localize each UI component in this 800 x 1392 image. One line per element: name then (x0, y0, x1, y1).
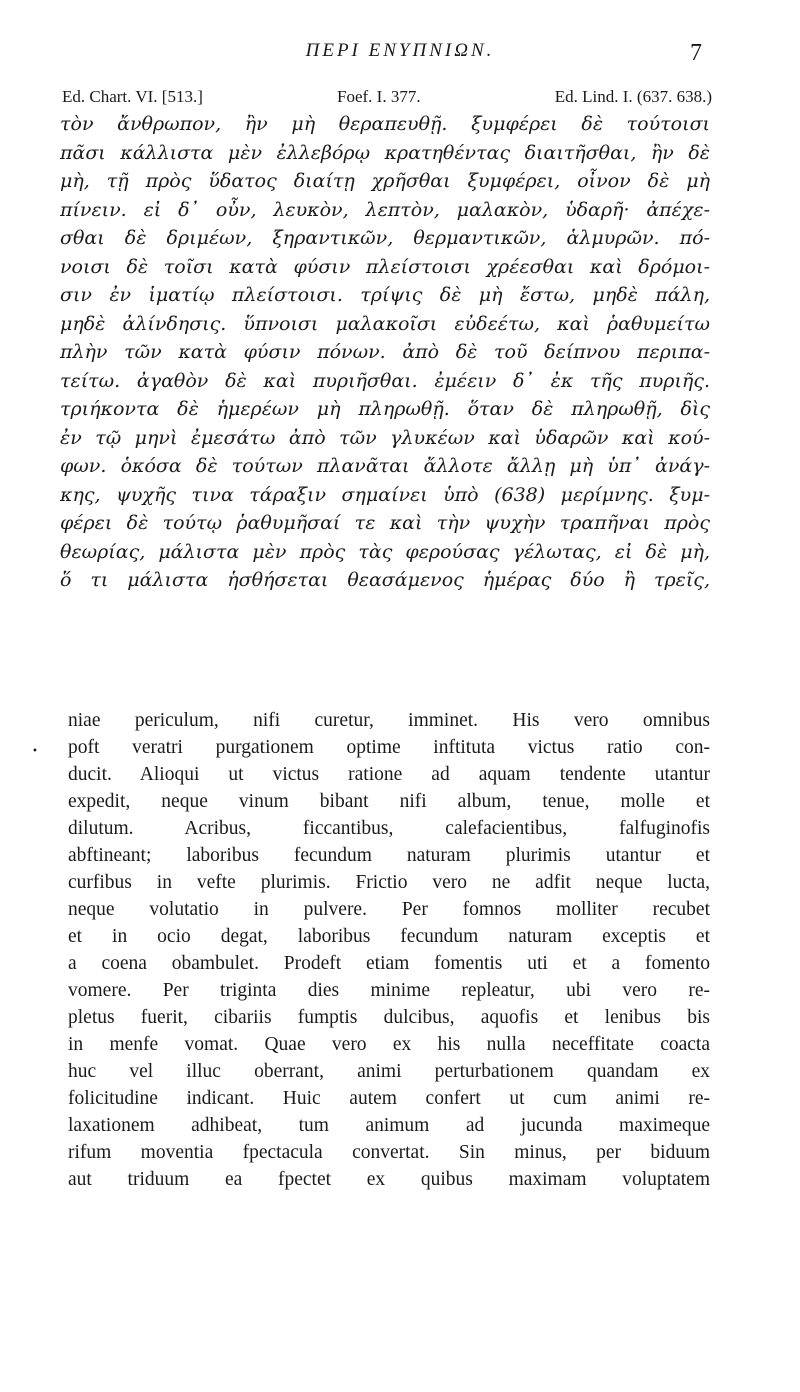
page-number: 7 (690, 40, 702, 66)
latin-line: laxationem adhibeat, tum animum ad jucunda maximeque (68, 1115, 710, 1136)
greek-line: σθαι δὲ δριμέων, ξηραντικῶν, θερμαντικῶν, ἁλμυρῶν. πό- (60, 227, 710, 249)
latin-line: dilutum. Acribus, ficcantibus, calefacientibus, falfuginofis (68, 818, 710, 839)
greek-line: ἐν τῷ μηνὶ ἐμεσάτω ἀπὸ τῶν γλυκέων καὶ ὑδαρῶν καὶ κού- (60, 426, 710, 449)
greek-line: τείτω. ἀγαθὸν δὲ καὶ πυριῆσθαι. ἐμέειν δ᾽ ἐκ τῆς πυριῆς. (60, 369, 710, 392)
latin-line: huc vel illuc oberrant, animi perturbationem quandam ex (68, 1061, 710, 1082)
latin-line: neque volutatio in pulvere. Per fomnos molliter recubet (68, 899, 710, 920)
greek-line: πλὴν τῶν κατὰ φύσιν πόνων. ἀπὸ δὲ τοῦ δείπνου περιπα- (60, 341, 710, 363)
latin-line: poft veratri purgationem optime inftituta victus ratio con- (68, 737, 710, 758)
latin-line: pletus fuerit, cibariis fumptis dulcibus, aquofis et lenibus bis (68, 1007, 710, 1028)
greek-line: σιν ἐν ἱματίῳ πλείστοισι. τρίψις δὲ μὴ ἔστω, μηδὲ πάλη, (60, 284, 710, 306)
greek-text-block (60, 110, 710, 595)
latin-line: aut triduum ea fpectet ex quibus maximam voluptatem (68, 1169, 710, 1190)
greek-line: φων. ὁκόσα δὲ τούτων πλανᾶται ἄλλοτε ἄλλῃ μὴ ὑπ᾽ ἀνάγ- (60, 455, 710, 477)
greek-line: πᾶσι κάλλιστα μὲν ἐλλεβόρῳ κρατηθέντας διαιτῆσθαι, ἢν δὲ (60, 141, 710, 164)
chartier-reference: Ed. Chart. VI. [513.] (62, 87, 203, 106)
greek-line: νοισι δὲ τοῖσι κατὰ φύσιν πλείστοισι χρέεσθαι καὶ δρόμοι- (60, 255, 710, 278)
greek-line: πίνειν. εἰ δ᾽ οὖν, λευκὸν, λεπτὸν, μαλακὸν, ὑδαρῆ· ἀπέχε- (60, 198, 710, 221)
latin-line: ducit. Alioqui ut victus ratione ad aquam tendente utantur (68, 764, 710, 785)
greek-line: τὸν ἄνθρωπον, ἢν μὴ θεραπευθῇ. ξυμφέρει δὲ τούτοισι (60, 113, 710, 135)
greek-line: κης, ψυχῆς τινα τάραξιν σημαίνει ὑπὸ (638) μερίμνης. ξυμ- (60, 483, 710, 506)
latin-line: curfibus in vefte plurimis. Frictio vero ne adfit neque lucta, (68, 872, 710, 893)
greek-line: μηδὲ ἀλίνδησις. ὕπνοισι μαλακοῖσι εὐδεέτω, καὶ ῥαθυμείτω (60, 312, 710, 335)
greek-line: ὅ τι μάλιστα ἡσθήσεται θεασάμενος ἡμέρας δύο ἢ τρεῖς, (60, 569, 710, 591)
edition-references (62, 85, 712, 109)
latin-line: in menfe vomat. Quae vero ex his nulla neceffitate coacta (68, 1034, 710, 1055)
greek-line: φέρει δὲ τούτῳ ῥαθυμῆσαί τε καὶ τὴν ψυχὴν τραπῆναι πρὸς (60, 512, 710, 534)
latin-line: vomere. Per triginta dies minime repleatur, ubi vero re- (68, 980, 710, 1001)
greek-line: τριήκοντα δὲ ἡμερέων μὴ πληρωθῇ. ὅταν δὲ πληρωθῇ, δὶς (60, 398, 710, 420)
linden-reference: Ed. Lind. I. (637. 638.) (554, 87, 712, 106)
foes-reference: Foef. I. 377. (337, 87, 421, 106)
greek-line: μὴ, τῇ πρὸς ὕδατος διαίτῃ χρῆσθαι ξυμφέρει, οἶνον δὲ μὴ (60, 170, 710, 192)
latin-line: niae periculum, nifi curetur, imminet. His vero omnibus (68, 710, 710, 731)
margin-dot: • (32, 746, 38, 757)
latin-line: a coena obambulet. Prodeft etiam fomentis uti et a fomento (68, 953, 710, 974)
latin-text-block (68, 707, 710, 1193)
latin-line: abftineant; laboribus fecundum naturam plurimis utantur et (68, 845, 710, 866)
latin-line: rifum moventia fpectacula convertat. Sin minus, per biduum (68, 1142, 710, 1163)
greek-line: θεωρίας, μάλιστα μὲν πρὸς τὰς φερούσας γέλωτας, εἰ δὲ μὴ, (60, 540, 710, 563)
running-title: ΠΕΡΙ ΕΝΥΠΝΙΩΝ. (305, 40, 495, 61)
latin-line: et in ocio degat, laboribus fecundum naturam exceptis et (68, 926, 710, 947)
latin-line: folicitudine indicant. Huic autem confert ut cum animi re- (68, 1088, 710, 1109)
latin-line: expedit, neque vinum bibant nifi album, tenue, molle et (68, 791, 710, 812)
